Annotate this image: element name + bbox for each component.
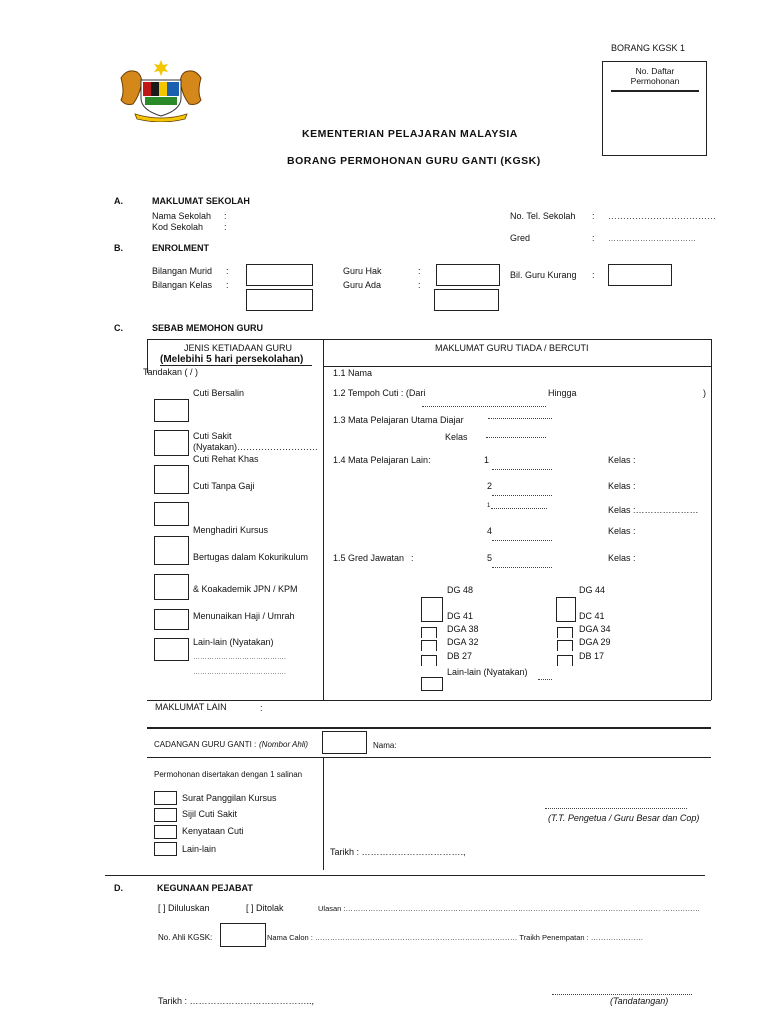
checkbox-sijil-cuti-sakit[interactable] <box>154 808 177 822</box>
checkbox-cuti-sakit[interactable] <box>154 430 189 456</box>
nombor-ahli-input[interactable] <box>322 731 367 754</box>
reason-haji-umrah: Menunaikan Haji / Umrah <box>193 611 295 621</box>
grade-dga38: DGA 38 <box>447 624 479 634</box>
cadangan-nombor-ahli: (Nombor Ahli) <box>259 740 309 749</box>
checkbox-menghadiri-kursus[interactable] <box>154 536 189 565</box>
col1-header: JENIS KETIADAAN GURU <box>184 343 293 353</box>
checkbox-dc41[interactable] <box>556 611 576 622</box>
checkbox-haji-umrah[interactable] <box>154 609 189 630</box>
checkbox-cuti-rehat-khas[interactable] <box>154 465 189 494</box>
checkbox-lampiran-lain-lain[interactable] <box>154 842 177 856</box>
reason-lain-lain-dots-1[interactable]: …………………………………. <box>193 654 286 661</box>
kod-sekolah-label: Kod Sekolah <box>152 222 204 232</box>
kod-sekolah-colon: : <box>224 222 227 232</box>
reason-lain-lain-dots-2[interactable]: …………………………………. <box>193 669 286 676</box>
registration-number-label: No. Daftar Permohonan <box>630 66 680 86</box>
checkbox-db27[interactable] <box>421 655 437 666</box>
lampiran-sijil-cuti-sakit: Sijil Cuti Sakit <box>182 809 238 819</box>
checkbox-cuti-tanpa-gaji[interactable] <box>154 502 189 526</box>
section-c-letter: C. <box>114 323 123 333</box>
section-d-tarikh[interactable]: Tarikh : ………………………………….., <box>158 996 315 1006</box>
section-d-title: KEGUNAAN PEJABAT <box>157 883 253 893</box>
col2-header: MAKLUMAT GURU TIADA / BERCUTI <box>435 343 589 353</box>
nama-sekolah-colon: : <box>224 211 227 221</box>
section-a-title: MAKLUMAT SEKOLAH <box>152 196 250 206</box>
section-a-letter: A. <box>114 196 123 206</box>
reason-cuti-tanpa-gaji: Cuti Tanpa Gaji <box>193 481 255 491</box>
bilangan-murid-colon: : <box>226 266 229 276</box>
guru-ada-input[interactable] <box>434 289 499 311</box>
grade-dc41: DC 41 <box>579 611 605 621</box>
gred-field[interactable]: …………………………… <box>608 234 696 243</box>
lampiran-kenyataan-cuti: Kenyataan Cuti <box>182 826 244 836</box>
checkbox-grade-lain-lain[interactable] <box>421 677 443 691</box>
bil-guru-kurang-colon: : <box>592 270 595 280</box>
mp-lain-5: 5 <box>487 553 493 563</box>
no-ahli-kgsk-label: No. Ahli KGSK: <box>158 933 213 942</box>
nama-calon-field[interactable]: Nama Calon : ……………………………………………………………………… Traikh Penempatan : ………………… <box>267 933 644 942</box>
section-b-title: ENROLMENT <box>152 243 209 253</box>
kelas-1: Kelas : <box>608 455 636 465</box>
ministry-title: KEMENTERIAN PELAJARAN MALAYSIA <box>302 128 518 140</box>
lampiran-surat-panggilan: Surat Panggilan Kursus <box>182 793 277 803</box>
gred-jawatan-colon: : <box>411 553 414 563</box>
info-mata-lain: 1.4 Mata Pelajaran Lain: <box>333 455 431 465</box>
tandakan-label: Tandakan ( / ) <box>143 367 199 377</box>
checkbox-dga29[interactable] <box>557 640 573 651</box>
checkbox-kokurikulum[interactable] <box>154 574 189 600</box>
guru-hak-label: Guru Hak <box>343 266 382 276</box>
checkbox-diluluskan[interactable]: [ ] Diluluskan <box>158 903 210 913</box>
bilangan-murid-label: Bilangan Murid <box>152 266 213 276</box>
no-ahli-kgsk-input[interactable] <box>220 923 266 947</box>
checkbox-dga34[interactable] <box>557 627 573 638</box>
guru-hak-input[interactable] <box>436 264 500 286</box>
reason-menghadiri-kursus: Menghadiri Kursus <box>193 525 269 535</box>
grade-dga34: DGA 34 <box>579 624 611 634</box>
kelas-2: Kelas : <box>608 481 636 491</box>
reason-kokurikulum: Bertugas dalam Kokurikulum <box>193 552 309 562</box>
reason-lain-lain: Lain-lain (Nyatakan) <box>193 637 274 647</box>
bil-guru-kurang-label: Bil. Guru Kurang <box>510 270 577 280</box>
info-gred-jawatan: 1.5 Gred Jawatan <box>333 553 405 563</box>
reason-cuti-sakit-nyatakan: (Nyatakan)……………………… <box>193 442 319 452</box>
checkbox-dga32[interactable] <box>421 640 437 651</box>
reason-cuti-rehat-khas: Cuti Rehat Khas <box>193 454 259 464</box>
grade-db17: DB 17 <box>579 651 605 661</box>
checkbox-dga38[interactable] <box>421 627 437 638</box>
tandatangan-label: (Tandatangan) <box>610 996 669 1006</box>
kelas-3: Kelas :………………… <box>608 505 699 515</box>
cadangan-label: CADANGAN GURU GANTI : <box>154 740 257 749</box>
info-kelas: Kelas <box>445 432 468 442</box>
checkbox-ditolak[interactable]: [ ] Ditolak <box>246 903 284 913</box>
section-c-title: SEBAB MEMOHON GURU <box>152 323 264 333</box>
bilangan-murid-input[interactable] <box>246 264 313 286</box>
section-d-letter: D. <box>114 883 123 893</box>
grade-dga32: DGA 32 <box>447 637 479 647</box>
checkbox-dg44[interactable] <box>556 597 576 611</box>
bilangan-kelas-colon: : <box>226 280 229 290</box>
grade-dga29: DGA 29 <box>579 637 611 647</box>
grade-dg41: DG 41 <box>447 611 474 621</box>
reason-cuti-bersalin: Cuti Bersalin <box>193 388 245 398</box>
section-b-letter: B. <box>114 243 123 253</box>
mp-lain-2: 2 <box>487 481 493 491</box>
checkbox-dg48[interactable] <box>421 597 443 611</box>
checkbox-surat-panggilan[interactable] <box>154 791 177 805</box>
maklumat-lain-colon: : <box>260 703 263 713</box>
signature-pengetua: (T.T. Pengetua / Guru Besar dan Cop) <box>548 813 700 823</box>
cadangan-nama-label: Nama: <box>373 741 397 750</box>
no-tel-field[interactable]: ……………………………… <box>608 211 716 221</box>
col1-subheader: (Melebihi 5 hari persekolahan) <box>160 354 304 365</box>
mp-lain-3: 1 <box>487 503 491 509</box>
gred-colon: : <box>592 233 595 243</box>
checkbox-kenyataan-cuti[interactable] <box>154 825 177 839</box>
info-close-paren: ) <box>703 388 706 398</box>
bil-guru-kurang-input[interactable] <box>608 264 672 286</box>
ulasan-field[interactable]: Ulasan :……………………………………………………………………………………………………………… …………… <box>318 904 701 913</box>
no-tel-label: No. Tel. Sekolah <box>510 211 576 221</box>
checkbox-cuti-bersalin[interactable] <box>154 399 189 422</box>
checkbox-db17[interactable] <box>557 655 573 666</box>
lampiran-lain-lain: Lain-lain <box>182 844 217 854</box>
gred-label: Gred <box>510 233 531 243</box>
reason-cuti-sakit: Cuti Sakit <box>193 431 232 441</box>
info-nama: 1.1 Nama <box>333 368 373 378</box>
guru-hak-colon: : <box>418 266 421 276</box>
maklumat-lain-label: MAKLUMAT LAIN <box>155 702 227 712</box>
guru-ada-label: Guru Ada <box>343 280 382 290</box>
mp-lain-1: 1 <box>484 455 490 465</box>
checkbox-dg41[interactable] <box>421 611 443 622</box>
bilangan-kelas-label: Bilangan Kelas <box>152 280 213 290</box>
checkbox-lain-lain[interactable] <box>154 638 189 661</box>
form-title: BORANG PERMOHONAN GURU GANTI (KGSK) <box>287 155 541 167</box>
lampiran-tarikh[interactable]: Tarikh : ……………………………., <box>330 847 466 857</box>
mp-lain-4: 4 <box>487 526 493 536</box>
kelas-4: Kelas : <box>608 526 636 536</box>
kelas-5: Kelas : <box>608 553 636 563</box>
registration-number-box[interactable] <box>602 61 707 156</box>
info-tempoh: 1.2 Tempoh Cuti : (Dari <box>333 388 426 398</box>
bilangan-kelas-input[interactable] <box>246 289 313 311</box>
nama-sekolah-label: Nama Sekolah <box>152 211 212 221</box>
info-mata-utama: 1.3 Mata Pelajaran Utama Diajar <box>333 415 464 425</box>
guru-ada-colon: : <box>418 280 421 290</box>
grade-dg44: DG 44 <box>579 585 606 595</box>
grade-dg48: DG 48 <box>447 585 474 595</box>
coat-of-arms-logo <box>113 58 209 122</box>
grade-lain-lain: Lain-lain (Nyatakan) <box>447 667 528 677</box>
lampiran-title: Permohonan disertakan dengan 1 salinan <box>154 770 303 779</box>
grade-db27: DB 27 <box>447 651 473 661</box>
form-code: BORANG KGSK 1 <box>611 43 686 53</box>
no-tel-colon: : <box>592 211 595 221</box>
reason-koakademik: & Koakademik JPN / KPM <box>193 584 298 594</box>
info-hingga: Hingga <box>548 388 577 398</box>
